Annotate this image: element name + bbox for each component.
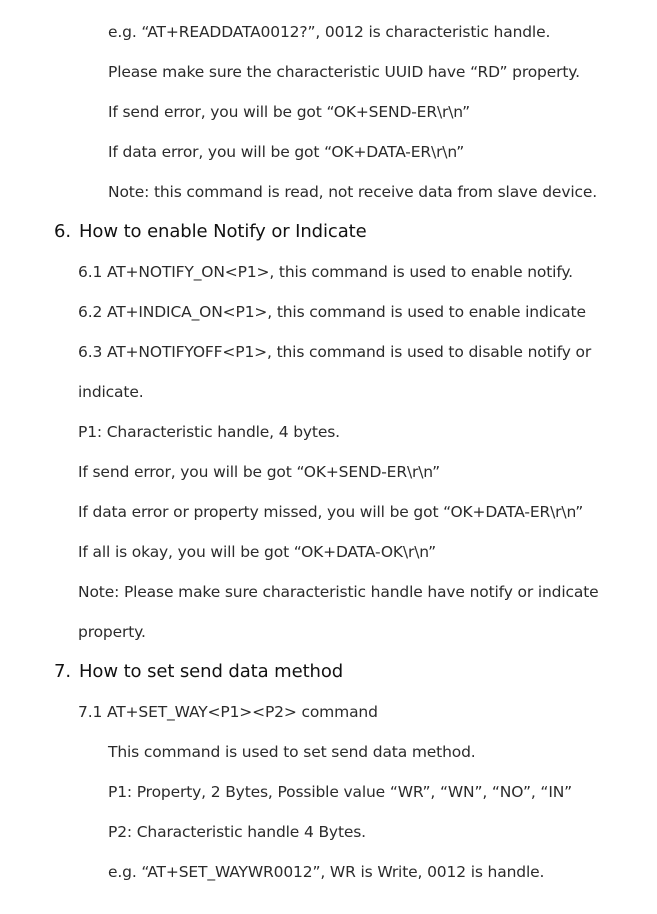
text-line-s6-data-ok: If all is okay, you will be got “OK+DATA-OK\r\n” <box>78 543 437 561</box>
section-6-number: 6. <box>54 221 71 242</box>
text-line-p2-handle: P2: Characteristic handle 4 Bytes. <box>108 823 366 841</box>
text-line-notifyoff-cont: indicate. <box>78 383 144 401</box>
section-7-number: 7. <box>54 661 71 682</box>
text-line-notifyoff: 6.3 AT+NOTIFYOFF<P1>, this command is used to disable notify or <box>78 343 592 361</box>
text-line-p1-handle: P1: Characteristic handle, 4 bytes. <box>78 423 340 441</box>
section-6-title: How to enable Notify or Indicate <box>78 221 367 242</box>
text-line-s6-send-error: If send error, you will be got “OK+SEND-ER\r\n” <box>78 463 441 481</box>
text-line-s6-note: Note: Please make sure characteristic handle have notify or indicate <box>78 583 599 601</box>
text-line-rd-property-note: Please make sure the characteristic UUID have “RD” property. <box>108 63 580 81</box>
text-line-indica-on: 6.2 AT+INDICA_ON<P1>, this command is used to enable indicate <box>78 303 586 321</box>
text-line-send-error: If send error, you will be got “OK+SEND-ER\r\n” <box>108 103 471 121</box>
section-7-title: How to set send data method <box>78 661 344 682</box>
text-line-set-way-example: e.g. “AT+SET_WAYWR0012”, WR is Write, 0012 is handle. <box>108 863 545 881</box>
text-line-p1-property: P1: Property, 2 Bytes, Possible value “WR”, “WN”, “NO”, “IN” <box>108 783 573 801</box>
text-line-s6-note-cont: property. <box>78 623 146 641</box>
subheading-set-way: 7.1 AT+SET_WAY<P1><P2> command <box>78 703 378 721</box>
text-line-read-note: Note: this command is read, not receive data from slave device. <box>108 183 598 201</box>
text-line-s6-data-error: If data error or property missed, you will be got “OK+DATA-ER\r\n” <box>78 503 584 521</box>
text-line-notify-on: 6.1 AT+NOTIFY_ON<P1>, this command is used to enable notify. <box>78 263 573 281</box>
text-line-readdata-example: e.g. “AT+READDATA0012?”, 0012 is characteristic handle. <box>108 23 551 41</box>
section-7-heading <box>54 661 343 683</box>
text-line-data-error: If data error, you will be got “OK+DATA-ER\r\n” <box>108 143 465 161</box>
text-line-set-way-desc: This command is used to set send data method. <box>108 743 476 761</box>
section-6-heading <box>54 221 367 243</box>
